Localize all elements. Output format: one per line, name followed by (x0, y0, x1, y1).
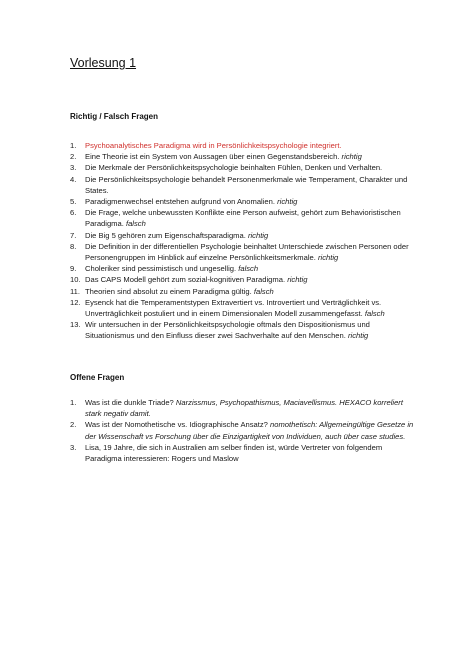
list-item (70, 162, 415, 173)
item-answer: Narzissmus, Psychopathismus, Maciavellismus. HEXACO korreliert stark negativ damit. (85, 398, 403, 419)
list-item (70, 230, 415, 241)
item-number: 7. (70, 230, 77, 240)
list-item (70, 297, 415, 319)
list-item (70, 274, 415, 285)
item-answer: richtig (287, 275, 308, 285)
item-number: 3. (70, 163, 77, 173)
item-text: Die Merkmale der Persönlichkeitspsychologie beinhalten Fühlen, Denken und Verhalten. (85, 163, 383, 173)
list-item (70, 286, 415, 297)
item-text: Theorien sind absolut zu einem Paradigma gültig. (85, 286, 252, 296)
open-questions-list (70, 397, 415, 464)
item-text: Wir untersuchen in der Persönlichkeitspsychologie oftmals den Dispositionismus und Situationismus und den Einfluss dieser zwei Sachverhalte auf den Menschen. (85, 320, 370, 341)
item-text: Choleriker sind pessimistisch und ungesellig. (85, 264, 237, 274)
item-text: Das CAPS Modell gehört zum sozial-kognitiven Paradigma. (85, 275, 286, 285)
item-number: 10. (70, 275, 81, 285)
item-answer: nomothetisch: Allgemeingültige Gesetze in der Wissenschaft vs Forschung über die Einzigartigkeit von Individuen, auch über case studies. (85, 420, 414, 441)
item-answer: richtig (318, 253, 339, 263)
list-item (70, 140, 415, 151)
item-answer: richtig (341, 152, 362, 162)
item-answer: richtig (277, 197, 298, 207)
item-text: Die Definition in der differentiellen Psychologie beinhaltet Unterschiede zwischen Personen oder Personengruppen im Hinblick auf einzelne Persönlichkeitsmerkmale. (85, 241, 409, 263)
item-number: 13. (70, 320, 81, 330)
list-item (70, 207, 415, 229)
item-number: 3. (70, 442, 77, 452)
item-number: 2. (70, 152, 77, 162)
item-text: Was ist die dunkle Triade? (85, 398, 174, 407)
true-false-list (70, 140, 415, 342)
list-item (70, 419, 415, 441)
item-number: 11. (70, 286, 80, 296)
item-number: 12. (70, 297, 81, 307)
list-item (70, 319, 415, 341)
item-text: Paradigmenwechsel entstehen aufgrund von Anomalien. (85, 197, 275, 207)
item-answer: falsch (253, 286, 274, 296)
item-text: Eine Theorie ist ein System von Aussagen über einen Gegenstandsbereich. (85, 152, 340, 162)
item-text: Lisa, 19 Jahre, die sich in Australien am selber finden ist, würde Vertreter von folgendem Paradigma interessieren: Rogers und Maslow (85, 442, 383, 464)
item-answer: falsch (238, 264, 259, 274)
item-answer: richtig (247, 230, 269, 240)
item-answer: richtig (348, 331, 369, 341)
item-number: 9. (70, 264, 77, 274)
section-heading-open-questions: Offene Fragen (70, 373, 125, 382)
item-number: 4. (70, 174, 77, 184)
item-number: 1. (70, 398, 77, 407)
list-item (70, 174, 415, 196)
item-answer: falsch (364, 309, 385, 319)
list-item (70, 263, 415, 274)
item-number: 5. (70, 197, 77, 207)
list-item (70, 241, 415, 263)
section-heading-true-false: Richtig / Falsch Fragen (70, 112, 159, 121)
list-item (70, 442, 415, 464)
item-text: Psychoanalytisches Paradigma wird in Persönlichkeitspsychologie integriert. (85, 141, 342, 150)
page-title: Vorlesung 1 (70, 56, 137, 70)
list-item (70, 397, 415, 419)
item-text: Eysenck hat die Temperamentstypen Extravertiert vs. Introvertiert und Verträglichkeit vs. Unverträglichkeit postuliert und in einem Dimensionalen Modell zusammengefasst. (85, 297, 382, 319)
item-text: Die Persönlichkeitspsychologie behandelt Personenmerkmale wie Temperament, Charakter und States. (85, 174, 408, 195)
item-number: 2. (70, 420, 77, 430)
item-number: 6. (70, 208, 77, 218)
item-number: 1. (70, 141, 77, 150)
item-text: Was ist der Nomothetische vs. Idiographische Ansatz? (85, 420, 268, 430)
list-item (70, 151, 415, 162)
item-answer: falsch (125, 219, 146, 229)
list-item (70, 196, 415, 207)
item-text: Die Big 5 gehören zum Eigenschaftsparadigma. (85, 230, 246, 240)
item-text: Die Frage, welche unbewussten Konflikte eine Person aufweist, gehört zum Behavioristischen Paradigma. (85, 208, 401, 229)
item-number: 8. (70, 241, 77, 251)
